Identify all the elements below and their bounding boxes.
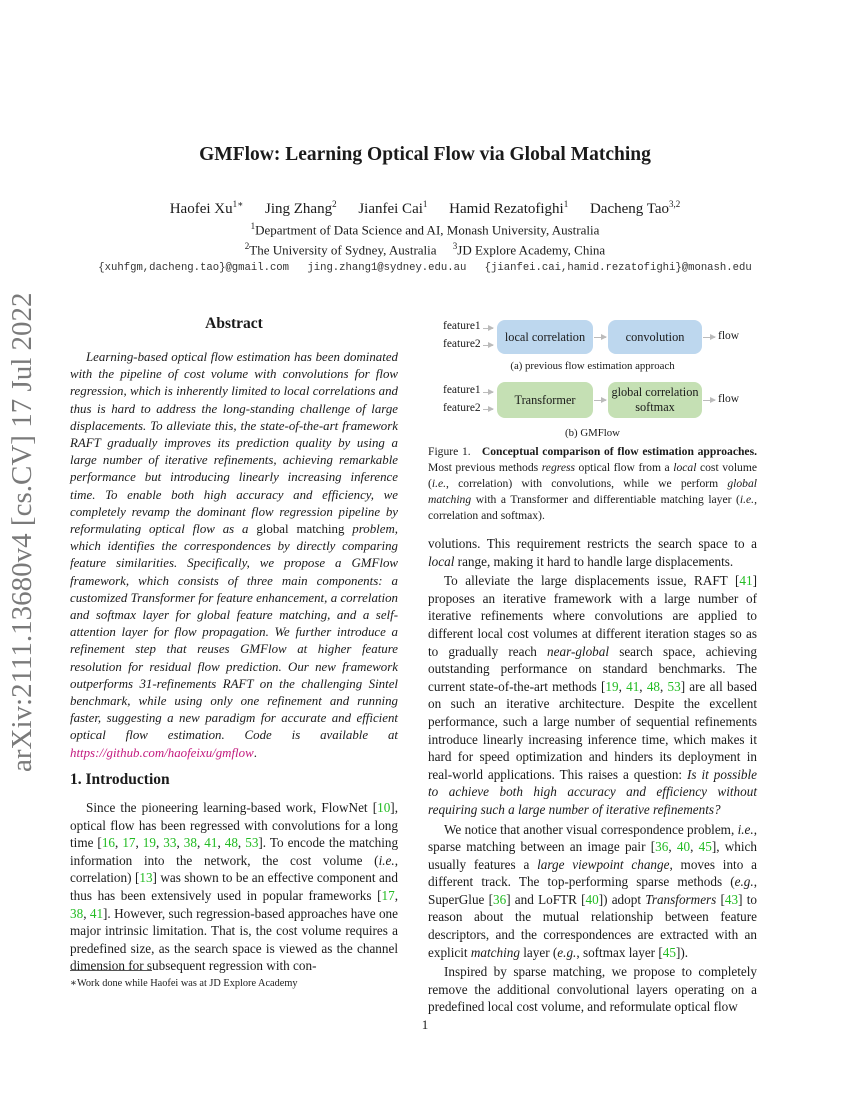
- author-list: [0, 199, 850, 218]
- global-correlation-softmax-box: global correlation softmax: [608, 382, 702, 418]
- arrow: [703, 400, 715, 401]
- affiliation-1: $^1$Department of Data Science and AI, Monash University, Australia: [250, 221, 600, 238]
- arrow: [703, 337, 715, 338]
- author: Dacheng Tao$^{3,2}$: [589, 199, 681, 217]
- footnote: ∗Work done while Haofei was at JD Explore Academy: [70, 978, 298, 989]
- figure-caption: Figure 1. Conceptual comparison of flow estimation approaches. Most previous methods regress optical flow from a local cost volume (i.e., correlation) with convolutions, while we perform global matching with a Transformer and differentiable matching layer (i.e., correlation and softmax).: [428, 445, 757, 522]
- arrow: [594, 400, 606, 401]
- email: {xuhfgm,dacheng.tao}@gmail.com: [98, 262, 290, 274]
- figure-1: [428, 312, 757, 444]
- paragraph: volutions. This requirement restricts the search space to a local range, making it hard to handle large displacements.: [428, 536, 757, 569]
- flow-label: flow: [718, 393, 740, 405]
- convolution-box: convolution: [608, 320, 702, 354]
- arxiv-stamp: arXiv:2111.13680v4 [cs.CV] 17 Jul 2022: [6, 292, 38, 772]
- paper-title: GMFlow: Learning Optical Flow via Global Matching: [199, 144, 651, 165]
- subfigure-b-caption: (b) GMFlow: [565, 427, 620, 439]
- intro-paragraph: Since the pioneering learning-based work, FlowNet [10], optical flow has been regressed with convolutions for a long time [16, 17, 19, 33, 38, 41, 48, 53]. To encode the matching information into the network, the cost volume (i.e., correlation) [13] was shown to be an effective component and thus has been extensively used in popular frameworks [17, 38, 41]. However, such regression-based approaches have one major intrinsic limitation. That is, the cost volume requires a predefined size, as the search space is viewed as the channel dimension for subsequent regression with con-: [70, 800, 399, 974]
- author: Haofei $Xu^{1∗}$: [169, 199, 244, 217]
- email: {jianfei.cai,hamid.rezatofighi}@monash.edu: [484, 262, 752, 274]
- subfigure-a-caption: (a) previous flow estimation approach: [510, 360, 675, 372]
- footnote-rule: [70, 970, 152, 971]
- abstract-body: Learning-based optical flow estimation has been dominated with the pipeline of cost volume with convolutions for flow regression, which is inherently limited to local correlations and thus is hard to address the long-standing challenge of large displacements. To alleviate this, the state-of-the-art framework RAFT gradually improves its prediction quality by using a large number of iterative refinements, achieving remarkable performance but introducing linearly increasing inference time. To enable both high accuracy and efficiency, we completely revamp the dominant flow regression pipeline by reformulating optical flow as a global matching problem, which identifies the correspondences by directly comparing feature similarities. Specifically, we propose a GMFlow framework, which consists of three main components: a customized Transformer for feature enhancement, a correlation and softmax layer for global feature matching, and a self-attention layer for flow propagation. We further introduce a refinement step that reuses GMFlow at higher feature resolution for residual flow prediction. Our new framework outperforms 31-refinements RAFT on the challenging Sintel benchmark, while using only one refinement and running faster, suggesting a new paradigm for accurate and efficient optical flow estimation. Code is available at https://github.com/haofeixu/gmflow.: [70, 350, 398, 760]
- arrow: [594, 337, 606, 338]
- feature2-label: feature2: [443, 402, 481, 414]
- abstract-heading: Abstract: [205, 315, 263, 332]
- feature1-label: feature1: [443, 384, 481, 396]
- email-list: [0, 262, 850, 274]
- feature2-label: feature2: [443, 338, 481, 350]
- author: Jianfei Cai$^1$: [358, 199, 428, 217]
- affiliation-2-3: $^2$The University of Sydney, Australia $^3$JD Explore Academy, China: [244, 241, 606, 258]
- feature1-label: feature1: [443, 320, 481, 332]
- flow-label: flow: [718, 330, 740, 342]
- section-heading: 1. Introduction: [70, 771, 170, 788]
- arrow: [483, 392, 493, 393]
- paragraph: Inspired by sparse matching, we propose to completely remove the additional convolutional layers operating on a predefined local cost volume, and reformulate optical flow: [428, 964, 757, 1015]
- local-correlation-box: local correlation: [497, 320, 593, 354]
- arrow: [483, 345, 493, 346]
- page-number: 1: [421, 1017, 429, 1032]
- email: jing.zhang1@sydney.edu.au: [307, 262, 467, 274]
- paragraph: We notice that another visual correspondence problem, i.e., sparse matching between an image pair [36, 40, 45], which usually features a large viewpoint change, moves into a different track. The top-performing sparse methods (e.g., SuperGlue [36] and LoFTR [40]) adopt Transformers [43] to reason about the mutual relationship between feature descriptors, and the correspondences are extracted with an explicit matching layer (e.g., softmax layer [45]).: [428, 821, 757, 960]
- code-link[interactable]: https://github.com/haofeixu/gmflow: [70, 745, 254, 760]
- arrow: [483, 328, 493, 329]
- arrow: [483, 409, 493, 410]
- author: Jing Zhang$^2$: [265, 199, 337, 217]
- author: Hamid Rezatofighi$^1$: [449, 199, 569, 217]
- paragraph: To alleviate the large displacements issue, RAFT [41] proposes an iterative framework with a large number of iterative refinements where convolutions are applied to different local cost volumes at different iteration stages so as to gradually reach near-global search space, achieving outstanding performance on standard benchmarks. The current state-of-the-art methods [19, 41, 48, 53] are all based on such an iterative architecture. Despite the excellent performance, such a large number of sequential refinements introduce linearly increasing inference time, which makes it hard for speed optimization and hinders its deployment in real-world applications. This raises a question: Is it possible to achieve both high accuracy and efficiency without requiring such a large number of iterative refinements?: [428, 573, 758, 817]
- transformer-box: Transformer: [497, 382, 593, 418]
- body-text: [428, 535, 757, 1016]
